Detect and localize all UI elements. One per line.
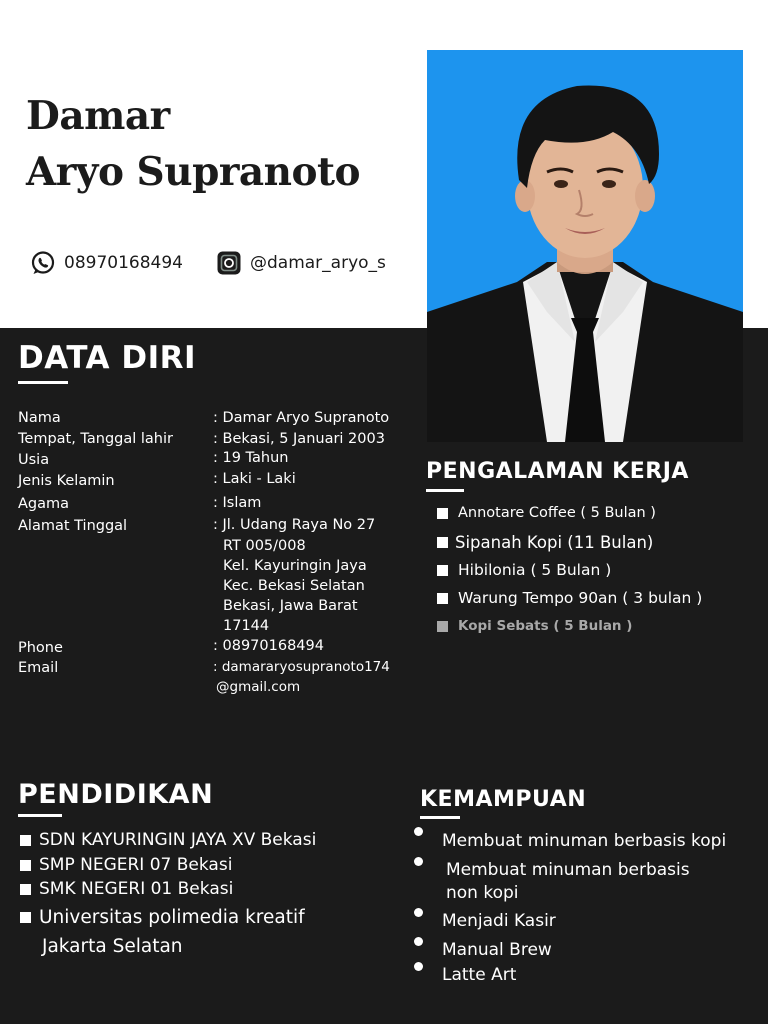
title-underline — [426, 489, 464, 492]
bullet-square — [437, 565, 448, 576]
bullet-square — [20, 860, 31, 871]
label-email: Email — [18, 660, 59, 676]
label-phone: Phone — [18, 640, 63, 656]
value-email-cont: @gmail.com — [216, 679, 301, 695]
address-line: RT 005/008 — [223, 538, 306, 554]
skill-item: Menjadi Kasir — [442, 911, 556, 931]
bullet-square — [437, 621, 448, 632]
bullet-square — [20, 835, 31, 846]
person-portrait — [427, 50, 743, 442]
label-agama: Agama — [18, 496, 70, 512]
bullet-square — [20, 884, 31, 895]
contact-phone[interactable] — [30, 248, 183, 278]
bullet-dot — [414, 937, 423, 946]
bullet-dot — [414, 962, 423, 971]
experience-item: Kopi Sebats ( 5 Bulan ) — [437, 618, 632, 634]
whatsapp-icon — [30, 250, 56, 276]
skill-item: Latte Art — [442, 965, 517, 985]
first-name: Damar — [26, 93, 170, 139]
title-underline — [18, 381, 68, 384]
skill-item: Membuat minuman berbasis kopi — [442, 831, 727, 851]
label-nama: Nama — [18, 410, 61, 426]
value-nama: : Damar Aryo Supranoto — [213, 410, 390, 426]
last-name: Aryo Supranoto — [26, 149, 361, 195]
pendidikan-title: PENDIDIKAN — [18, 779, 213, 810]
pengalaman-title: PENGALAMAN KERJA — [426, 459, 689, 484]
skill-item: Membuat minuman berbasis — [446, 860, 690, 880]
profile-photo — [427, 50, 743, 442]
address-line: 17144 — [223, 618, 270, 634]
phone-text: 08970168494 — [64, 253, 183, 273]
value-usia: : 19 Tahun — [213, 450, 289, 466]
address-line: Kec. Bekasi Selatan — [223, 578, 365, 594]
full-name — [26, 88, 360, 200]
kemampuan-title: KEMAMPUAN — [420, 787, 586, 812]
value-ttl: : Bekasi, 5 Januari 2003 — [213, 431, 385, 447]
value-email: : damararyosupranoto174 — [213, 659, 390, 675]
address-line: Kel. Kayuringin Jaya — [223, 558, 367, 574]
education-item: SDN KAYURINGIN JAYA XV Bekasi — [20, 830, 316, 850]
label-alamat: Alamat Tinggal — [18, 518, 128, 534]
address-line: Bekasi, Jawa Barat — [223, 598, 358, 614]
bullet-square — [437, 537, 448, 548]
label-usia: Usia — [18, 452, 50, 468]
education-item-cont: Jakarta Selatan — [42, 936, 183, 957]
contact-instagram[interactable] — [216, 248, 386, 278]
experience-item: Annotare Coffee ( 5 Bulan ) — [437, 505, 656, 521]
education-item: SMP NEGERI 07 Bekasi — [20, 855, 232, 875]
education-item: SMK NEGERI 01 Bekasi — [20, 879, 233, 899]
value-agama: : Islam — [213, 495, 262, 511]
skill-item-cont: non kopi — [446, 883, 519, 903]
value-jenis-kelamin: : Laki - Laki — [213, 471, 296, 487]
value-phone: : 08970168494 — [213, 638, 324, 654]
experience-item: Sipanah Kopi (11 Bulan) — [437, 533, 653, 552]
title-underline — [18, 814, 62, 817]
bullet-square — [437, 508, 448, 519]
label-ttl: Tempat, Tanggal lahir — [18, 431, 173, 447]
label-jenis-kelamin: Jenis Kelamin — [18, 473, 115, 489]
skill-item: Manual Brew — [442, 940, 552, 960]
instagram-icon — [216, 250, 242, 276]
experience-item: Hibilonia ( 5 Bulan ) — [437, 561, 611, 579]
bullet-square — [20, 912, 31, 923]
bullet-dot — [414, 908, 423, 917]
education-item: Universitas polimedia kreatif — [20, 907, 305, 928]
title-underline — [420, 816, 460, 819]
experience-item: Warung Tempo 90an ( 3 bulan ) — [437, 589, 702, 607]
bullet-dot — [414, 827, 423, 836]
data-diri-title: DATA DIRI — [18, 340, 196, 376]
bullet-dot — [414, 857, 423, 866]
bullet-square — [437, 593, 448, 604]
instagram-handle: @damar_aryo_s — [250, 253, 386, 273]
value-alamat: : Jl. Udang Raya No 27 — [213, 517, 376, 533]
